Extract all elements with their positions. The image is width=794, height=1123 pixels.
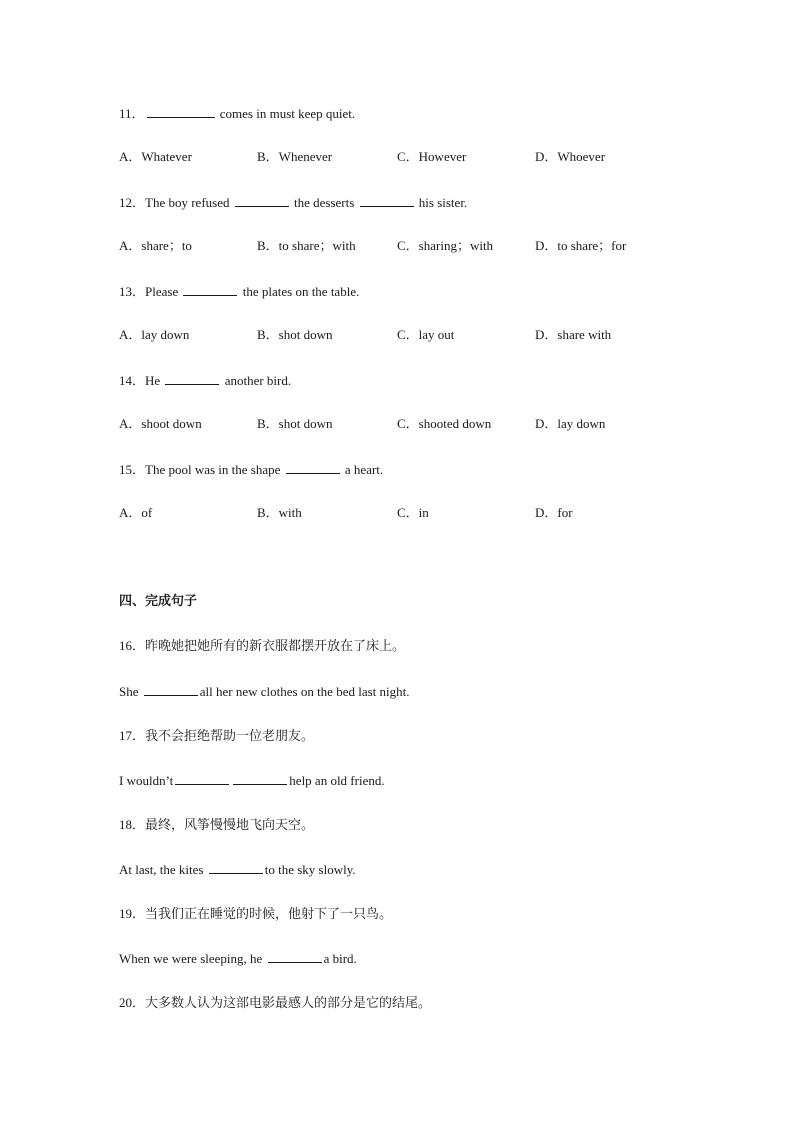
question-11	[119, 105, 355, 122]
option-d[interactable]: D．lay down	[535, 416, 606, 431]
question-number: 19．	[119, 906, 146, 921]
option-c[interactable]: C．However	[397, 149, 467, 164]
question-number: 17．	[119, 728, 146, 743]
question-text: comes in must keep quiet.	[216, 106, 356, 121]
option-d[interactable]: D．to share；for	[535, 238, 627, 253]
chinese-prompt: 最终，风筝慢慢地飞向天空。	[145, 818, 315, 833]
question-14	[119, 372, 291, 389]
option-a[interactable]: A．share；to	[119, 238, 192, 253]
english-text: all her new clothes on the bed last night.	[199, 684, 410, 699]
option-c[interactable]: C．shooted down	[397, 416, 492, 431]
answer-blank[interactable]	[233, 772, 287, 785]
chinese-prompt: 大多数人认为这部电影最感人的部分是它的结尾。	[145, 996, 432, 1011]
option-d[interactable]: D．for	[535, 505, 573, 520]
answer-blank[interactable]	[360, 194, 414, 207]
sentence-17-chinese	[119, 728, 314, 745]
chinese-prompt: 昨晚她把她所有的新衣服都摆开放在了床上。	[145, 639, 406, 654]
options-14	[119, 416, 679, 432]
question-text: Please	[145, 284, 182, 299]
answer-blank[interactable]	[165, 372, 219, 385]
sentence-16-chinese	[119, 638, 405, 655]
question-12	[119, 194, 467, 211]
question-text: the plates on the table.	[239, 284, 360, 299]
english-text: to the sky slowly.	[264, 862, 356, 877]
option-b[interactable]: B．Whenever	[257, 149, 333, 164]
question-text: He	[145, 373, 164, 388]
option-a[interactable]: A．Whatever	[119, 149, 192, 164]
english-text: help an old friend.	[289, 773, 385, 788]
answer-blank[interactable]	[144, 683, 198, 696]
sentence-18-english	[119, 861, 356, 878]
option-a[interactable]: A．of	[119, 505, 153, 520]
question-13	[119, 283, 359, 300]
question-text: the desserts	[290, 195, 358, 210]
question-text: The boy refused	[145, 195, 233, 210]
option-b[interactable]: B．to share；with	[257, 238, 356, 253]
option-b[interactable]: B．with	[257, 505, 302, 520]
question-number: 12．	[119, 195, 146, 210]
option-a[interactable]: A．shoot down	[119, 416, 202, 431]
option-b[interactable]: B．shot down	[257, 327, 333, 342]
option-c[interactable]: C．sharing；with	[397, 238, 494, 253]
sentence-19-english	[119, 950, 357, 967]
question-number: 13．	[119, 284, 146, 299]
option-c[interactable]: C．in	[397, 505, 429, 520]
question-text: The pool was in the shape	[145, 462, 284, 477]
question-text: his sister.	[415, 195, 468, 210]
option-d[interactable]: D．share with	[535, 327, 612, 342]
chinese-prompt: 当我们正在睡觉的时候，他射下了一只鸟。	[145, 907, 393, 922]
answer-blank[interactable]	[286, 461, 340, 474]
option-d[interactable]: D．Whoever	[535, 149, 606, 164]
options-15	[119, 505, 679, 521]
question-15	[119, 461, 383, 478]
question-number: 20．	[119, 995, 146, 1010]
answer-blank[interactable]	[147, 105, 215, 118]
answer-blank[interactable]	[209, 861, 263, 874]
english-text: a bird.	[323, 951, 357, 966]
question-text: a heart.	[341, 462, 384, 477]
sentence-17-english	[119, 772, 385, 789]
question-number: 16．	[119, 638, 146, 653]
section-heading: 四、完成句子	[119, 594, 198, 609]
chinese-prompt: 我不会拒绝帮助一位老朋友。	[145, 729, 315, 744]
question-number: 15．	[119, 462, 146, 477]
options-12	[119, 238, 679, 254]
question-number: 11．	[119, 106, 145, 121]
options-11	[119, 149, 679, 165]
english-text: I wouldn’t	[119, 773, 174, 788]
sentence-16-english	[119, 683, 410, 700]
option-c[interactable]: C．lay out	[397, 327, 455, 342]
english-text: When we were sleeping, he	[119, 951, 266, 966]
question-number: 14．	[119, 373, 146, 388]
sentence-18-chinese	[119, 817, 314, 834]
sentence-20-chinese	[119, 995, 431, 1012]
question-text: another bird.	[221, 373, 292, 388]
sentence-19-chinese	[119, 906, 392, 923]
answer-blank[interactable]	[235, 194, 289, 207]
answer-blank[interactable]	[183, 283, 237, 296]
english-text: At last, the kites	[119, 862, 207, 877]
option-b[interactable]: B．shot down	[257, 416, 333, 431]
english-text: She	[119, 684, 142, 699]
answer-blank[interactable]	[268, 950, 322, 963]
option-a[interactable]: A．lay down	[119, 327, 190, 342]
answer-blank[interactable]	[175, 772, 229, 785]
options-13	[119, 327, 679, 343]
question-number: 18．	[119, 817, 146, 832]
